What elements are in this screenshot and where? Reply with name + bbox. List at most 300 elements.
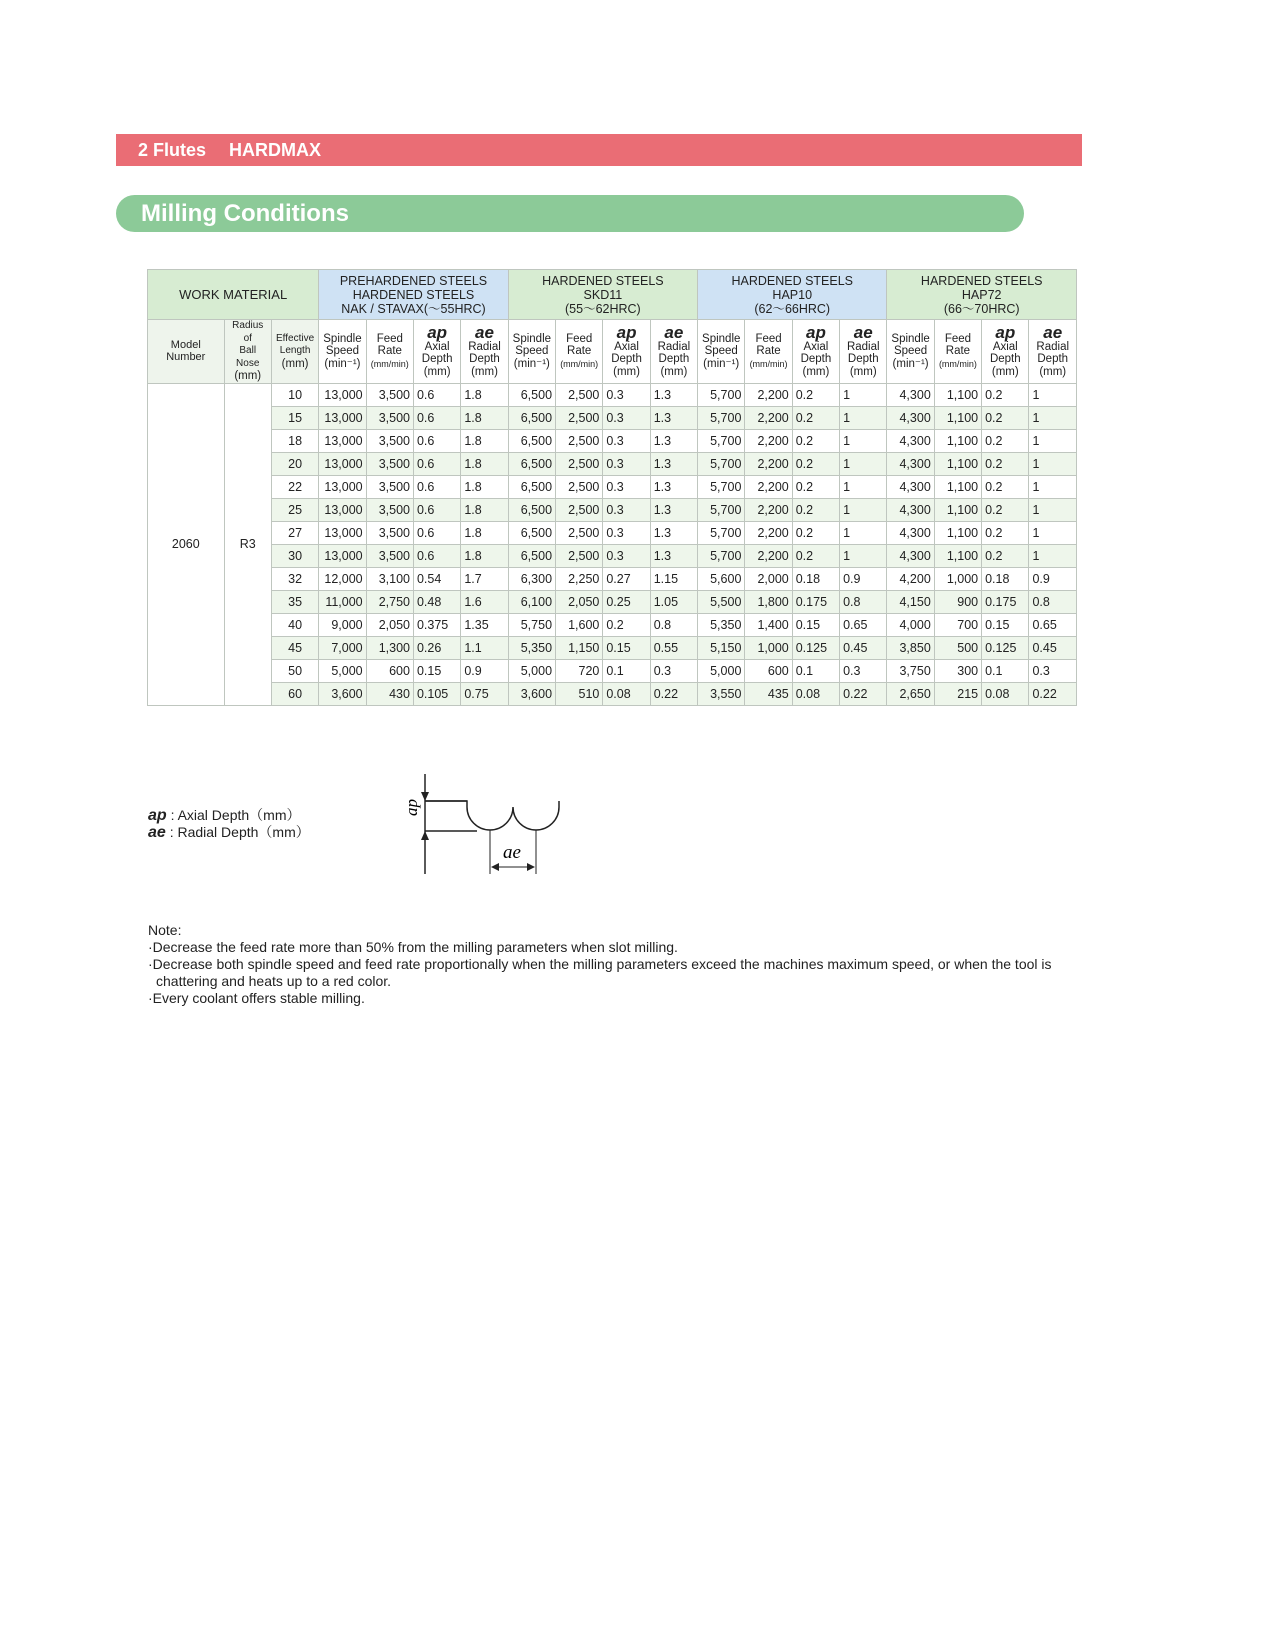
table-cell: 0.8 [840, 590, 887, 613]
spindle-speed-header: Spindle Speed (min⁻¹) [887, 320, 934, 384]
table-cell: 1.6 [461, 590, 508, 613]
table-cell: 2,200 [745, 429, 792, 452]
table-cell: 1,100 [934, 544, 981, 567]
spindle-speed-header: Spindle Speed (min⁻¹) [508, 320, 555, 384]
table-cell: 0.48 [413, 590, 460, 613]
table-cell: 0.125 [982, 636, 1029, 659]
table-cell: 0.1 [603, 659, 650, 682]
table-cell: 1.8 [461, 452, 508, 475]
table-cell: 1,300 [366, 636, 413, 659]
table-cell: 4,300 [887, 521, 934, 544]
table-cell: 0.65 [840, 613, 887, 636]
table-row [148, 636, 1077, 659]
table-cell: 1 [840, 544, 887, 567]
table-cell: 2,200 [745, 521, 792, 544]
table-cell: 0.6 [413, 452, 460, 475]
table-cell: 6,500 [508, 544, 555, 567]
table-cell: 0.15 [982, 613, 1029, 636]
table-cell: 0.175 [982, 590, 1029, 613]
table-cell: 2,050 [556, 590, 603, 613]
effective-length-cell: 35 [271, 590, 318, 613]
table-cell: 4,300 [887, 452, 934, 475]
note-item: ·Decrease both spindle speed and feed rate proportionally when the milling parameters exceed the machines maximum speed, or when the tool is chattering and heats up to a red color. [148, 956, 1052, 989]
table-cell: 5,700 [698, 544, 745, 567]
table-cell: 0.6 [413, 406, 460, 429]
table-cell: 1.8 [461, 544, 508, 567]
effective-length-cell: 15 [271, 406, 318, 429]
table-cell: 5,000 [319, 659, 366, 682]
table-cell: 0.75 [461, 682, 508, 705]
table-cell: 0.2 [982, 475, 1029, 498]
table-cell: 3,100 [366, 567, 413, 590]
table-cell: 1 [1029, 475, 1077, 498]
table-cell: 0.2 [792, 521, 839, 544]
table-cell: 9,000 [319, 613, 366, 636]
table-cell: 4,000 [887, 613, 934, 636]
axial-depth-header: ap Axial Depth (mm) [982, 320, 1029, 384]
table-cell: 3,500 [366, 429, 413, 452]
table-cell: 1 [1029, 429, 1077, 452]
table-cell: 4,200 [887, 567, 934, 590]
table-cell: 0.18 [792, 567, 839, 590]
table-cell: 2,200 [745, 452, 792, 475]
effective-length-cell: 22 [271, 475, 318, 498]
table-cell: 5,000 [698, 659, 745, 682]
table-cell: 1.3 [650, 429, 697, 452]
table-cell: 0.3 [603, 406, 650, 429]
table-cell: 6,500 [508, 429, 555, 452]
table-cell: 0.15 [603, 636, 650, 659]
table-cell: 0.3 [603, 521, 650, 544]
note-item: ·Decrease the feed rate more than 50% from the milling parameters when slot milling. [148, 939, 678, 955]
table-cell: 0.2 [982, 521, 1029, 544]
radius-header: Radius of Ball Nose (mm) [224, 320, 271, 384]
table-cell: 2,500 [556, 521, 603, 544]
table-cell: 0.2 [982, 406, 1029, 429]
table-cell: 0.22 [1029, 682, 1077, 705]
sub-header-row [148, 320, 1077, 384]
effective-length-cell: 30 [271, 544, 318, 567]
table-cell: 11,000 [319, 590, 366, 613]
table-cell: 600 [745, 659, 792, 682]
table-cell: 0.1 [792, 659, 839, 682]
table-cell: 4,300 [887, 429, 934, 452]
table-cell: 0.08 [603, 682, 650, 705]
table-cell: 1 [1029, 498, 1077, 521]
table-cell: 12,000 [319, 567, 366, 590]
group-header-prehardened: PREHARDENED STEELS HARDENED STEELS NAK / STAVAX(～55HRC) [319, 270, 508, 320]
table-cell: 1 [840, 452, 887, 475]
table-row [148, 521, 1077, 544]
table-cell: 1.15 [650, 567, 697, 590]
table-row [148, 544, 1077, 567]
table-row [148, 682, 1077, 705]
axial-depth-header: ap Axial Depth (mm) [603, 320, 650, 384]
table-cell: 3,500 [366, 475, 413, 498]
table-cell: 5,700 [698, 498, 745, 521]
table-cell: 600 [366, 659, 413, 682]
note-title: Note: [148, 922, 182, 938]
table-cell: 1,150 [556, 636, 603, 659]
table-cell: 4,300 [887, 383, 934, 406]
table-cell: 0.45 [1029, 636, 1077, 659]
ap-label: ap [402, 799, 421, 816]
table-cell: 5,350 [508, 636, 555, 659]
axial-depth-header: ap Axial Depth (mm) [792, 320, 839, 384]
table-cell: 1 [1029, 544, 1077, 567]
table-cell: 0.15 [413, 659, 460, 682]
table-cell: 4,300 [887, 498, 934, 521]
depth-diagram [395, 774, 575, 880]
radius-cell: R3 [224, 383, 271, 705]
table-cell: 0.27 [603, 567, 650, 590]
table-cell: 0.2 [982, 452, 1029, 475]
effective-length-cell: 20 [271, 452, 318, 475]
table-cell: 900 [934, 590, 981, 613]
table-cell: 4,300 [887, 544, 934, 567]
table-cell: 1 [840, 429, 887, 452]
table-cell: 5,700 [698, 429, 745, 452]
table-cell: 1.05 [650, 590, 697, 613]
table-cell: 1,000 [745, 636, 792, 659]
table-row [148, 406, 1077, 429]
table-cell: 0.2 [792, 452, 839, 475]
feed-rate-header: Feed Rate (mm/min) [745, 320, 792, 384]
product-header-bar [116, 134, 1082, 166]
table-cell: 700 [934, 613, 981, 636]
table-cell: 1,100 [934, 498, 981, 521]
notes [148, 922, 1088, 1007]
table-cell: 3,500 [366, 452, 413, 475]
group-header-skd11: HARDENED STEELS SKD11 (55～62HRC) [508, 270, 697, 320]
table-cell: 0.6 [413, 429, 460, 452]
ap-arrow-bottom [421, 831, 429, 840]
table-cell: 1,800 [745, 590, 792, 613]
table-cell: 4,300 [887, 406, 934, 429]
table-cell: 1.8 [461, 406, 508, 429]
product-name: HARDMAX [229, 140, 322, 160]
table-cell: 2,200 [745, 406, 792, 429]
table-row [148, 613, 1077, 636]
table-cell: 0.175 [792, 590, 839, 613]
table-cell: 0.8 [650, 613, 697, 636]
table-cell: 5,000 [508, 659, 555, 682]
table-cell: 0.3 [603, 452, 650, 475]
table-cell: 1.8 [461, 498, 508, 521]
table-cell: 3,500 [366, 383, 413, 406]
effective-length-cell: 18 [271, 429, 318, 452]
table-cell: 13,000 [319, 475, 366, 498]
model-number-cell: 2060 [148, 383, 225, 705]
table-cell: 0.2 [982, 383, 1029, 406]
table-cell: 1.3 [650, 475, 697, 498]
spindle-speed-header: Spindle Speed (min⁻¹) [698, 320, 745, 384]
table-cell: 2,200 [745, 498, 792, 521]
table-cell: 720 [556, 659, 603, 682]
table-cell: 1,100 [934, 429, 981, 452]
table-cell: 5,750 [508, 613, 555, 636]
group-header-hap10: HARDENED STEELS HAP10 (62～66HRC) [698, 270, 887, 320]
effective-length-cell: 50 [271, 659, 318, 682]
table-cell: 1.3 [650, 383, 697, 406]
table-row [148, 567, 1077, 590]
table-cell: 6,500 [508, 498, 555, 521]
table-cell: 6,500 [508, 406, 555, 429]
table-cell: 3,500 [366, 498, 413, 521]
table-cell: 1 [1029, 452, 1077, 475]
table-cell: 1 [840, 475, 887, 498]
effective-length-cell: 32 [271, 567, 318, 590]
table-cell: 5,700 [698, 521, 745, 544]
table-cell: 4,150 [887, 590, 934, 613]
table-cell: 1.3 [650, 521, 697, 544]
table-row [148, 590, 1077, 613]
table-cell: 6,300 [508, 567, 555, 590]
table-cell: 3,500 [366, 544, 413, 567]
legend [148, 807, 310, 841]
table-cell: 2,200 [745, 544, 792, 567]
table-cell: 510 [556, 682, 603, 705]
table-cell: 0.45 [840, 636, 887, 659]
table-cell: 1,100 [934, 452, 981, 475]
table-cell: 1.7 [461, 567, 508, 590]
table-cell: 2,200 [745, 475, 792, 498]
table-cell: 5,700 [698, 475, 745, 498]
table-cell: 2,000 [745, 567, 792, 590]
table-cell: 300 [934, 659, 981, 682]
ae-arrow-right [527, 863, 535, 871]
section-title: Milling Conditions [116, 195, 1024, 232]
table-cell: 0.18 [982, 567, 1029, 590]
table-cell: 13,000 [319, 544, 366, 567]
table-cell: 0.26 [413, 636, 460, 659]
radial-depth-header: ae Radial Depth (mm) [650, 320, 697, 384]
table-cell: 1 [840, 406, 887, 429]
table-cell: 1.1 [461, 636, 508, 659]
milling-conditions-table [147, 269, 1077, 706]
table-cell: 0.54 [413, 567, 460, 590]
table-cell: 0.8 [1029, 590, 1077, 613]
table-cell: 5,600 [698, 567, 745, 590]
table-cell: 1.3 [650, 452, 697, 475]
table-row [148, 452, 1077, 475]
feed-rate-header: Feed Rate (mm/min) [366, 320, 413, 384]
table-cell: 5,700 [698, 452, 745, 475]
table-cell: 13,000 [319, 452, 366, 475]
effective-length-cell: 40 [271, 613, 318, 636]
table-cell: 1.8 [461, 429, 508, 452]
table-cell: 3,550 [698, 682, 745, 705]
table-cell: 0.9 [461, 659, 508, 682]
table-cell: 1 [1029, 521, 1077, 544]
table-cell: 1.8 [461, 383, 508, 406]
legend-ae: ae : Radial Depth（mm） [148, 824, 310, 841]
table-cell: 1,000 [934, 567, 981, 590]
table-cell: 0.2 [982, 429, 1029, 452]
table-cell: 1,600 [556, 613, 603, 636]
table-cell: 0.6 [413, 544, 460, 567]
table-cell: 5,700 [698, 383, 745, 406]
table-cell: 2,500 [556, 498, 603, 521]
table-cell: 0.25 [603, 590, 650, 613]
table-cell: 0.2 [792, 475, 839, 498]
table-cell: 500 [934, 636, 981, 659]
table-cell: 1.3 [650, 498, 697, 521]
table-cell: 0.3 [603, 498, 650, 521]
table-cell: 5,350 [698, 613, 745, 636]
table-cell: 0.125 [792, 636, 839, 659]
effective-length-cell: 10 [271, 383, 318, 406]
table-cell: 0.105 [413, 682, 460, 705]
effective-length-cell: 25 [271, 498, 318, 521]
table-cell: 0.65 [1029, 613, 1077, 636]
table-cell: 0.6 [413, 498, 460, 521]
ae-label: ae [503, 842, 521, 863]
table-cell: 1.35 [461, 613, 508, 636]
table-cell: 0.3 [603, 544, 650, 567]
table-cell: 0.6 [413, 383, 460, 406]
table-cell: 5,150 [698, 636, 745, 659]
table-cell: 13,000 [319, 498, 366, 521]
table-cell: 5,700 [698, 406, 745, 429]
spindle-speed-header: Spindle Speed (min⁻¹) [319, 320, 366, 384]
table-cell: 13,000 [319, 406, 366, 429]
table-cell: 13,000 [319, 521, 366, 544]
table-row [148, 429, 1077, 452]
table-cell: 0.3 [603, 383, 650, 406]
table-cell: 1,400 [745, 613, 792, 636]
feed-rate-header: Feed Rate (mm/min) [934, 320, 981, 384]
legend-ap: ap : Axial Depth（mm） [148, 807, 301, 824]
table-cell: 2,500 [556, 429, 603, 452]
table-cell: 0.9 [1029, 567, 1077, 590]
table-cell: 3,500 [366, 406, 413, 429]
radial-depth-header: ae Radial Depth (mm) [840, 320, 887, 384]
table-cell: 3,850 [887, 636, 934, 659]
table-cell: 0.08 [792, 682, 839, 705]
table-cell: 1,100 [934, 475, 981, 498]
table-body [148, 383, 1077, 705]
table-cell: 0.2 [603, 613, 650, 636]
table-cell: 0.2 [792, 429, 839, 452]
table-cell: 7,000 [319, 636, 366, 659]
table-cell: 0.2 [792, 498, 839, 521]
table-row [148, 498, 1077, 521]
ae-arrow-left [491, 863, 499, 871]
table-cell: 2,500 [556, 475, 603, 498]
length-header: Effective Length (mm) [271, 320, 318, 384]
table-cell: 2,500 [556, 452, 603, 475]
flutes-label: 2 Flutes [138, 140, 207, 160]
group-header-hap72: HARDENED STEELS HAP72 (66～70HRC) [887, 270, 1077, 320]
table-cell: 0.22 [840, 682, 887, 705]
table-cell: 0.9 [840, 567, 887, 590]
table-cell: 215 [934, 682, 981, 705]
table-cell: 1.8 [461, 521, 508, 544]
table-cell: 0.3 [1029, 659, 1077, 682]
table-cell: 6,500 [508, 521, 555, 544]
table-cell: 3,600 [508, 682, 555, 705]
table-cell: 2,500 [556, 383, 603, 406]
table-cell: 1,100 [934, 521, 981, 544]
table-cell: 0.55 [650, 636, 697, 659]
table-cell: 2,250 [556, 567, 603, 590]
effective-length-cell: 27 [271, 521, 318, 544]
model-number-header: Model Number [148, 320, 225, 384]
table-cell: 13,000 [319, 429, 366, 452]
table-cell: 1 [1029, 383, 1077, 406]
table-cell: 13,000 [319, 383, 366, 406]
axial-depth-header: ap Axial Depth (mm) [413, 320, 460, 384]
table-cell: 4,300 [887, 475, 934, 498]
table-cell: 3,500 [366, 521, 413, 544]
table-cell: 1 [840, 383, 887, 406]
table-cell: 0.2 [792, 406, 839, 429]
table-cell: 1,100 [934, 406, 981, 429]
ap-arrow-top [421, 792, 429, 801]
table-cell: 0.2 [982, 544, 1029, 567]
table-cell: 3,600 [319, 682, 366, 705]
table-cell: 1.8 [461, 475, 508, 498]
effective-length-cell: 45 [271, 636, 318, 659]
table-cell: 1.3 [650, 406, 697, 429]
table-cell: 0.3 [840, 659, 887, 682]
table-cell: 435 [745, 682, 792, 705]
ball-nose-profile [425, 801, 559, 830]
table-cell: 0.15 [792, 613, 839, 636]
table-row [148, 475, 1077, 498]
table-cell: 0.375 [413, 613, 460, 636]
table-cell: 0.08 [982, 682, 1029, 705]
feed-rate-header: Feed Rate (mm/min) [556, 320, 603, 384]
table-cell: 2,500 [556, 544, 603, 567]
note-item: ·Every coolant offers stable milling. [148, 990, 365, 1006]
table-cell: 0.3 [603, 429, 650, 452]
table-cell: 2,200 [745, 383, 792, 406]
table-cell: 1 [840, 498, 887, 521]
table-cell: 0.3 [650, 659, 697, 682]
table-cell: 0.6 [413, 521, 460, 544]
radial-depth-header: ae Radial Depth (mm) [461, 320, 508, 384]
table-cell: 1 [840, 521, 887, 544]
table-cell: 2,050 [366, 613, 413, 636]
radial-depth-header: ae Radial Depth (mm) [1029, 320, 1077, 384]
table-cell: 6,100 [508, 590, 555, 613]
table-row [148, 659, 1077, 682]
table-row [148, 383, 1077, 406]
table-cell: 430 [366, 682, 413, 705]
table-cell: 2,650 [887, 682, 934, 705]
table-cell: 1 [1029, 406, 1077, 429]
effective-length-cell: 60 [271, 682, 318, 705]
table-cell: 6,500 [508, 475, 555, 498]
table-cell: 3,750 [887, 659, 934, 682]
table-cell: 5,500 [698, 590, 745, 613]
table-cell: 6,500 [508, 452, 555, 475]
table-cell: 0.3 [603, 475, 650, 498]
table-cell: 0.1 [982, 659, 1029, 682]
table-cell: 2,750 [366, 590, 413, 613]
work-material-header: WORK MATERIAL [148, 270, 319, 320]
table-cell: 0.2 [792, 544, 839, 567]
table-cell: 1.3 [650, 544, 697, 567]
table-cell: 0.2 [792, 383, 839, 406]
table-cell: 1,100 [934, 383, 981, 406]
table-cell: 6,500 [508, 383, 555, 406]
table-cell: 2,500 [556, 406, 603, 429]
table-cell: 0.22 [650, 682, 697, 705]
table-cell: 0.2 [982, 498, 1029, 521]
